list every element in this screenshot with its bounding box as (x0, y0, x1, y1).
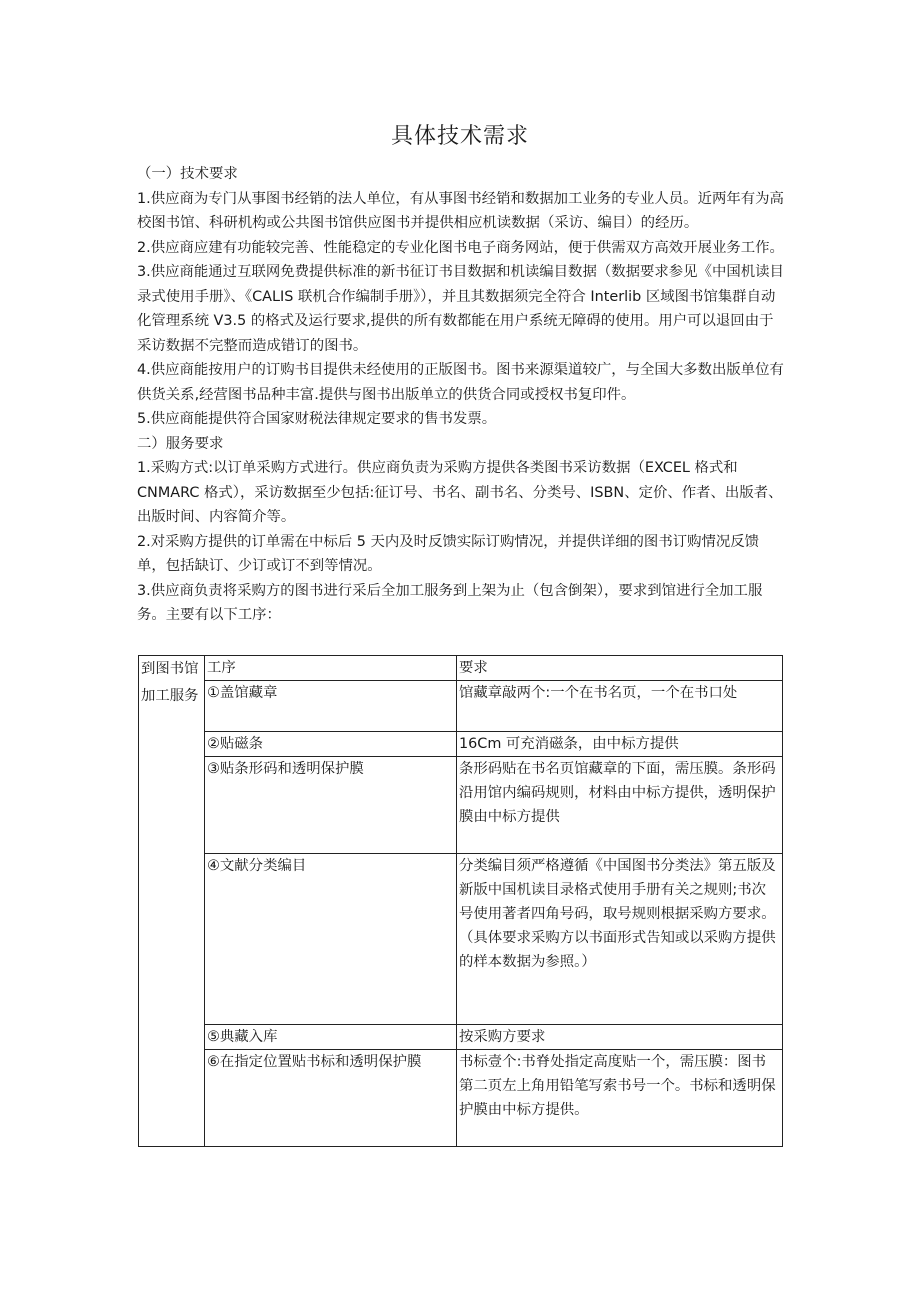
step-cell: ⑥在指定位置贴书标和透明保护膜 (205, 1050, 457, 1147)
table-row (139, 757, 783, 854)
req-cell: 分类编目须严格遵循《中国图书分类法》第五版及新版中国机读目录格式使用手册有关之规则;书次号使用著者四角号码，取号规则根据采购方要求。（具体要求采购方以书面形式告知或以采购方提供的样本数据为参照。） (457, 854, 783, 1025)
col-header-req: 要求 (457, 656, 783, 681)
service-item-1: 1.采购方式:以订单采购方式进行。供应商负责为采购方提供各类图书采访数据（EXCEL 格式和 CNMARC 格式），采访数据至少包括:征订号、书名、副书名、分类号、ISBN、定价、作者、出版者、出版时间、内容简介等。 (137, 460, 783, 525)
req-cell: 馆藏章敲两个:一个在书名页，一个在书口处 (457, 681, 783, 732)
table-row (139, 732, 783, 757)
document-body (137, 162, 787, 628)
tech-item-2: 2.供应商应建有功能较完善、性能稳定的专业化图书电子商务网站，便于供需双方高效开展业务工作。 (137, 239, 784, 256)
req-cell: 按采购方要求 (457, 1025, 783, 1050)
col-header-step: 工序 (205, 656, 457, 681)
req-cell: 书标壹个:书脊处指定高度贴一个，需压膜：图书第二页左上角用铅笔写索书号一个。书标和透明保护膜由中标方提供。 (457, 1050, 783, 1147)
process-table (138, 655, 783, 1147)
step-cell: ①盖馆藏章 (205, 681, 457, 732)
tech-item-4: 4.供应商能按用户的订购书目提供未经使用的正版图书。图书来源渠道较广，与全国大多数出版单位有供货关系,经营图书品种丰富.提供与图书出版单立的供货合同或授权书复印件。 (137, 362, 784, 403)
req-cell: 16Cm 可充消磁条，由中标方提供 (457, 732, 783, 757)
category-cell: 到图书馆加工服务 (139, 656, 205, 1147)
table-row (139, 681, 783, 732)
table-row (139, 854, 783, 1025)
step-cell: ④文献分类编目 (205, 854, 457, 1025)
service-item-2: 2.对采购方提供的订单需在中标后 5 天内及时反馈实际订购情况，并提供详细的图书订购情况反馈单，包括缺订、少订或订不到等情况。 (137, 533, 760, 574)
page-title: 具体技术需求 (390, 124, 529, 149)
tech-item-3: 3.供应商能通过互联网免费提供标准的新书征订书目数据和机读编目数据（数据要求参见《中国机读目录式使用手册》、《CALIS 联机合作编制手册》），并且其数据须完全符合 Interlib 区域图书馆集群自动化管理系统 V3.5 的格式及运行要求,提供的所有数都能在用户系统无障碍的使用。用户可以退回由于采访数据不完整而造成错订的图书。 (137, 264, 784, 354)
req-cell: 条形码贴在书名页馆藏章的下面，需压膜。条形码沿用馆内编码规则，材料由中标方提供，透明保护膜由中标方提供 (457, 757, 783, 854)
step-cell: ②贴磁条 (205, 732, 457, 757)
step-cell: ③贴条形码和透明保护膜 (205, 757, 457, 854)
section-heading-service: 二）服务要求 (137, 435, 224, 452)
tech-item-1: 1.供应商为专门从事图书经销的法人单位，有从事图书经销和数据加工业务的专业人员。近两年有为高校图书馆、科研机构或公共图书馆供应图书并提供相应机读数据（采访、编目）的经历。 (137, 190, 784, 231)
tech-item-5: 5.供应商能提供符合国家财税法律规定要求的售书发票。 (137, 411, 497, 427)
table-header-row (139, 656, 783, 681)
section-heading-tech: （一）技术要求 (137, 166, 238, 182)
step-cell: ⑤典藏入库 (205, 1025, 457, 1050)
table-row (139, 1050, 783, 1147)
service-item-3: 3.供应商负责将采购方的图书进行采后全加工服务到上架为止（包含倒架），要求到馆进行全加工服务。主要有以下工序： (137, 582, 763, 623)
table-row (139, 1025, 783, 1050)
